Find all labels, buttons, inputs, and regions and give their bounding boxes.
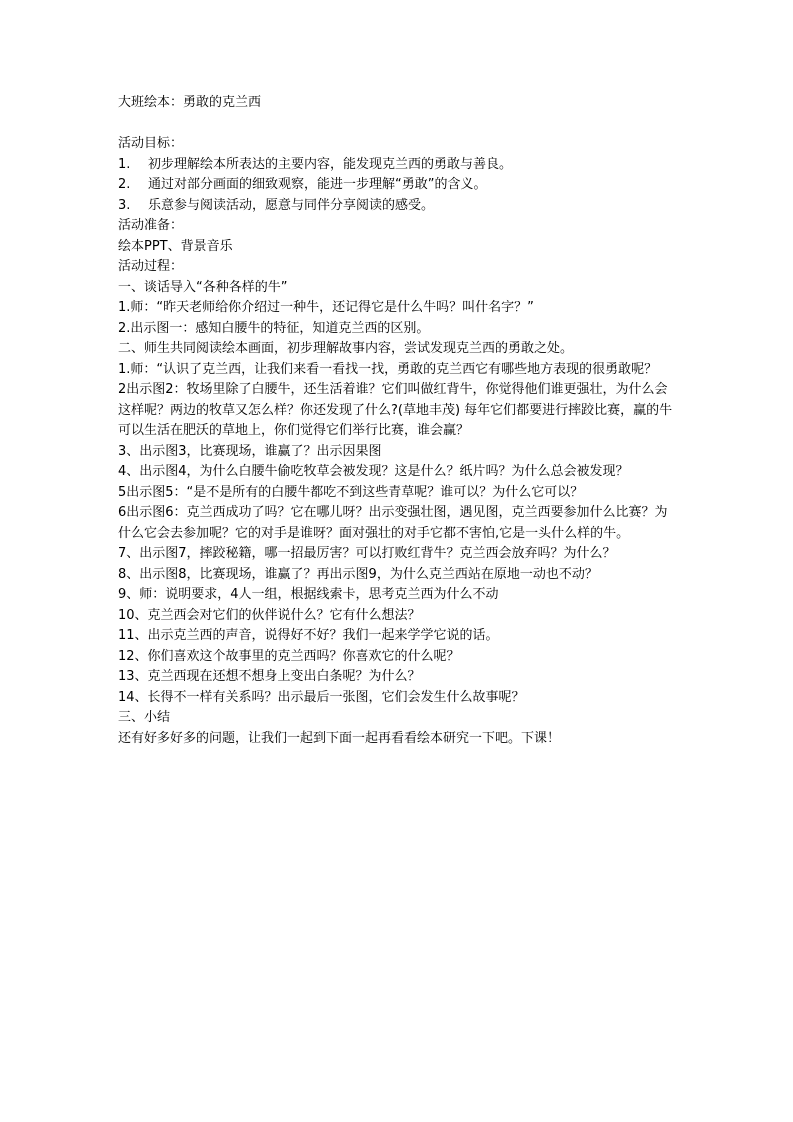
section-2-item: 6出示图6：克兰西成功了吗？它在哪儿呀？出示变强壮图，遇见图，克兰西要参加什么比赛？为什么它会去参加呢？它的对手是谁呀？面对强壮的对手它都不害怕,它是一头什么样的牛。 [118,505,668,541]
document-page [118,93,678,749]
document-title: 大班绘本：勇敢的克兰西 [118,95,262,110]
section-2-item: 9、师：说明要求，4人一组，根据线索卡，思考克兰西为什么不动 [118,587,499,602]
section-2-item: 12、你们喜欢这个故事里的克兰西吗？你喜欢它的什么呢？ [118,648,460,664]
objective-number: 1. [118,156,131,172]
section-3-heading: 三、小结 [118,710,171,725]
section-3-text: 还有好多好多的问题，让我们一起到下面一起再看看绘本研究一下吧。下课！ [118,730,561,746]
objective-item [118,175,678,196]
section-2-item: 13、克兰西现在还想不想身上变出白条呢？为什么？ [118,669,421,684]
section-1-item: 2.出示图一：感知白腰牛的特征，知道克兰西的区别。 [118,320,430,336]
section-2-item: 3、出示图3，比赛现场，谁赢了？出示因果图 [118,443,382,459]
section-2-heading: 二、师生共同阅读绘本画面，初步理解故事内容，尝试发现克兰西的勇敢之处。 [118,341,574,356]
objective-item [118,196,678,217]
section-2-item: 2出示图2：牧场里除了白腰牛，还生活着谁？它们叫做红背牛，你觉得他们谁更强壮，为什么会这样呢？两边的牧草又怎么样？你还发现了什么?(草地丰茂) 每年它们都要进行摔跤比赛，赢的牛可以生活在肥沃的草地上，你们觉得它们举行比赛，谁会赢？ [118,382,673,438]
section-1-item: 1.师：“昨天老师给你介绍过一种牛，还记得它是什么牛吗？叫什名字？” [118,300,534,315]
section-2-item: 14、长得不一样有关系吗？出示最后一张图，它们会发生什么故事呢？ [118,689,525,705]
objective-item [118,155,678,176]
objectives-heading: 活动目标： [118,136,184,151]
section-2-item: 8、出示图8，比赛现场，谁赢了？再出示图9，为什么克兰西站在原地一动也不动？ [118,566,598,582]
section-2-item: 11、出示克兰西的声音，说得好不好？我们一起来学学它说的话。 [118,628,499,643]
objective-number: 2. [118,177,131,192]
prep-text: 绘本PPT、背景音乐 [118,238,233,254]
process-heading: 活动过程： [118,259,184,274]
objective-text: 初步理解绘本所表达的主要内容，能发现克兰西的勇敢与善良。 [148,156,513,172]
section-2-item: 1.师：“认识了克兰西，让我们来看一看找一找，勇敢的克兰西它有哪些地方表现的很勇敢呢？ [118,361,658,377]
objective-number: 3. [118,197,131,213]
objective-text: 乐意参与阅读活动，愿意与同伴分享阅读的感受。 [148,197,435,213]
section-2-item: 10、克兰西会对它们的伙伴说什么？它有什么想法？ [118,607,421,623]
objective-text: 通过对部分画面的细致观察，能进一步理解“勇敢”的含义。 [148,177,487,192]
section-2-item: 5出示图5：“是不是所有的白腰牛都吃不到这些青草呢？谁可以？为什么它可以？ [118,484,584,500]
section-2-item: 7、出示图7，摔跤秘籍，哪一招最厉害？可以打败红背牛？克兰西会放弃吗？为什么？ [118,546,616,561]
prep-heading: 活动准备： [118,218,184,233]
section-2-item: 4、出示图4，为什么白腰牛偷吃牧草会被发现？这是什么？纸片吗？为什么总会被发现？ [118,464,629,479]
section-1-heading: 一、谈话导入“各种各样的牛” [118,279,288,295]
